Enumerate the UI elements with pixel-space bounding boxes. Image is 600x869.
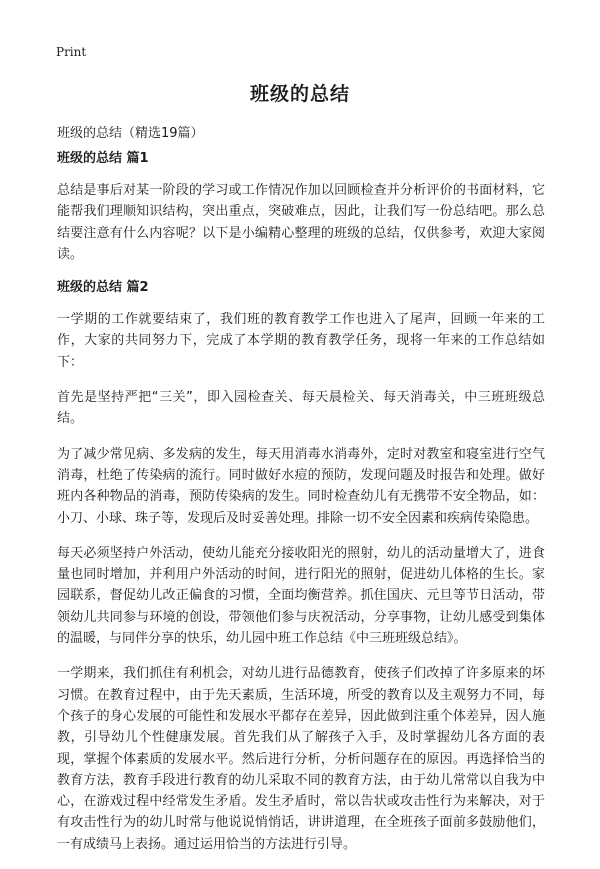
paragraph: 每天必须坚持户外活动，使幼儿能充分接收阳光的照射，幼儿的活动量增大了，进食量也同时增加，并利用户外活动的时间，进行阳光的照射，促进幼儿体格的生长。家园联系，督促幼儿改正偏食的习惯，全面均衡营养。抓住国庆、元旦等节日活动，带领幼儿共同参与环境的创设，带领他们参与庆祝活动，分享事物，让幼儿感受到集体的温暖，与同伴分享的快乐，幼儿园中班工作总结《中三班班级总结》。 bbox=[57, 545, 545, 647]
paragraph: 为了减少常见病、多发病的发生，每天用消毒水消毒外，定时对教室和寝室进行空气消毒，杜绝了传染病的流行。同时做好水痘的预防，发现问题及时报告和处理。做好班内各种物品的消毒，预防传染病的发生。同时检查幼儿有无携带不安全物品，如：小刀、小球、珠子等，发现后及时妥善处理。排除一切不安全因素和疾病传染隐患。 bbox=[57, 446, 545, 526]
section-1 bbox=[57, 150, 545, 265]
paragraph: 首先是坚持严把“三关”，即入园检查关、每天晨检关、每天消毒关，中三班班级总结。 bbox=[57, 390, 545, 427]
section-heading: 班级的总结 篇1 bbox=[57, 151, 149, 166]
paragraph: 总结是事后对某一阶段的学习或工作情况作加以回顾检查并分析评价的书面材料，它能帮我们理顺知识结构，突出重点，突破难点，因此，让我们写一份总结吧。那么总结要注意有什么内容呢？以下是小编精心整理的班级的总结，仅供参考，欢迎大家阅读。 bbox=[57, 183, 545, 262]
document-body bbox=[57, 150, 545, 869]
document-subtitle: 班级的总结（精选19篇） bbox=[57, 126, 204, 141]
print-link[interactable]: Print bbox=[56, 45, 87, 59]
section-heading: 班级的总结 篇2 bbox=[57, 280, 149, 296]
paragraph: 一学期来，我们抓住有利机会，对幼儿进行品德教育，使孩子们改掉了许多原来的坏习惯。在教育过程中，由于先天素质，生活环境，所受的教育以及主观努力不同，每个孩子的身心发展的可能性和发展水平都存在差异，因此做到注重个体差异，因人施教，引导幼儿个性健康发展。首先我们从了解孩子入手，及时掌握幼儿各方面的表现，掌握个体素质的发展水平。然后进行分析，分析问题存在的原因。再选择恰当的教育方法，教育手段进行教育的幼儿采取不同的教育方法，由于幼儿常常以自我为中心，在游戏过程中经常发生矛盾。发生矛盾时，常以告状或攻击性行为来解决，对于有攻击性行为的幼儿时常与他说说悄悄话，讲讲道理，在全班孩子面前多鼓励他们，一有成绩马上表扬。通过运用恰当的方法进行引导。 bbox=[57, 666, 545, 852]
document-title: 班级的总结 bbox=[249, 83, 350, 105]
section-2 bbox=[57, 279, 545, 855]
paragraph: 一学期的工作就要结束了，我们班的教育教学工作也进入了尾声，回顾一年来的工作，大家的共同努力下，完成了本学期的教育教学任务，现将一年来的工作总结如下： bbox=[57, 312, 545, 370]
